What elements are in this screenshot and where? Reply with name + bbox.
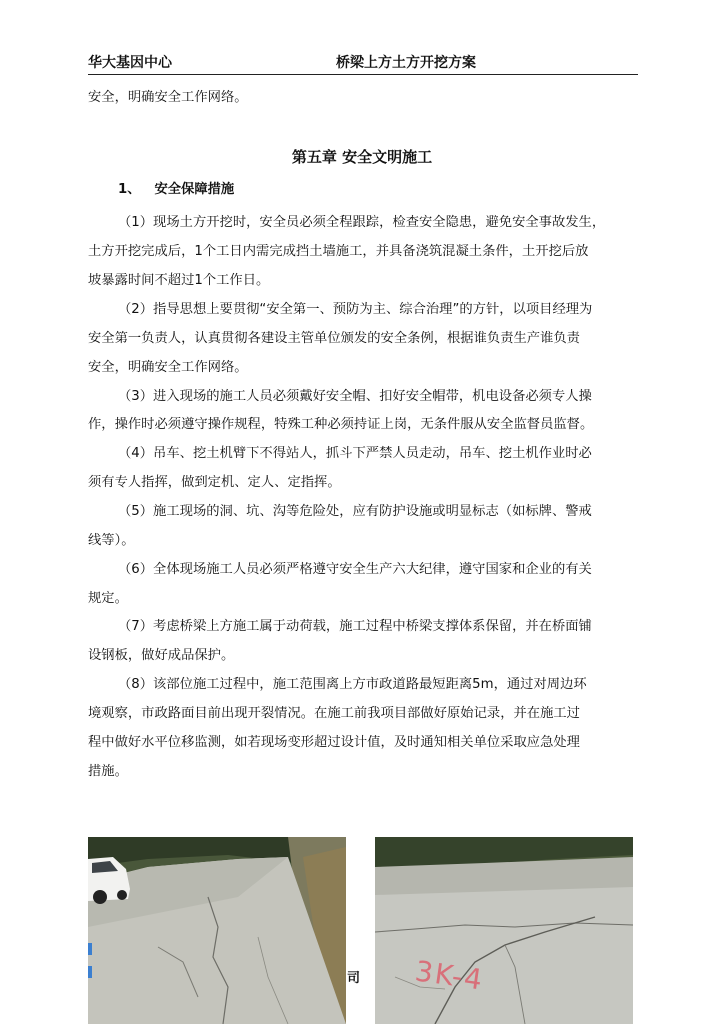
photo-edge-mark: [88, 943, 92, 955]
header-doc-title: 桥梁上方土方开挖方案: [336, 55, 476, 71]
para-2-line-2: 安全第一负责人，认真贯彻各建设主管单位颁发的安全条例，根据谁负责生产谁负责: [88, 331, 580, 346]
para-4-line-1: （4）吊车、挖土机臂下不得站人，抓斗下严禁人员走动，吊车、挖土机作业时必: [118, 446, 592, 461]
chapter-title: 第五章 安全文明施工: [291, 148, 433, 166]
section-heading: [118, 178, 234, 197]
road-photo-right: [375, 837, 633, 1024]
para-1-line-3: 坡暴露时间不超过1个工作日。: [88, 273, 270, 288]
para-7-line-1: （7）考虑桥梁上方施工属于动荷载，施工过程中桥梁支撑体系保留，并在桥面铺: [118, 619, 592, 634]
header-org: 华大基因中心: [88, 55, 172, 71]
para-7-line-2: 设钢板，做好成品保护。: [88, 648, 235, 663]
para-3-line-1: （3）进入现场的施工人员必须戴好安全帽、扣好安全帽带，机电设备必须专人操: [118, 389, 592, 404]
para-1-line-1: （1）现场土方开挖时，安全员必须全程跟踪，检查安全隐患，避免安全事故发生，: [118, 215, 606, 230]
para-5-line-1: （5）施工现场的洞、坑、沟等危险处，应有防护设施或明显标志（如标牌、警戒: [118, 504, 592, 519]
para-8-line-2: 境观察，市政路面目前出现开裂情况。在施工前我项目部做好原始记录，并在施工过: [88, 706, 580, 721]
para-5-line-2: 线等）。: [88, 533, 135, 548]
road-photo-left: [88, 837, 346, 1024]
para-3-line-2: 作，操作时必须遵守操作规程，特殊工种必须持证上岗，无条件服从安全监督员监督。: [88, 417, 594, 432]
photo-edge-mark: [88, 966, 92, 978]
stray-footer-char: 司: [347, 971, 361, 986]
survey-marking: 3K-4: [413, 954, 487, 997]
para-8-line-4: 措施。: [88, 764, 128, 779]
carryover-line: 安全，明确安全工作网络。: [88, 90, 248, 105]
para-8-line-1: （8）该部位施工过程中，施工范围离上方市政道路最短距离5m，通过对周边环: [118, 677, 587, 692]
para-8-line-3: 程中做好水平位移监测，如若现场变形超过设计值，及时通知相关单位采取应急处理: [88, 735, 580, 750]
section-number: 1、: [118, 182, 141, 197]
para-2-line-1: （2）指导思想上要贯彻“安全第一、预防为主、综合治理”的方针，以项目经理为: [118, 302, 593, 317]
page-header: [88, 52, 638, 75]
para-2-line-3: 安全，明确安全工作网络。: [88, 360, 248, 375]
para-4-line-2: 须有专人指挥，做到定机、定人、定指挥。: [88, 475, 341, 490]
section-title: 安全保障措施: [154, 182, 235, 197]
para-6-line-1: （6）全体现场施工人员必须严格遵守安全生产六大纪律，遵守国家和企业的有关: [118, 562, 592, 577]
para-6-line-2: 规定。: [88, 591, 128, 606]
para-1-line-2: 土方开挖完成后，1个工日内需完成挡土墙施工，并具备浇筑混凝土条件，土开挖后放: [88, 244, 589, 259]
